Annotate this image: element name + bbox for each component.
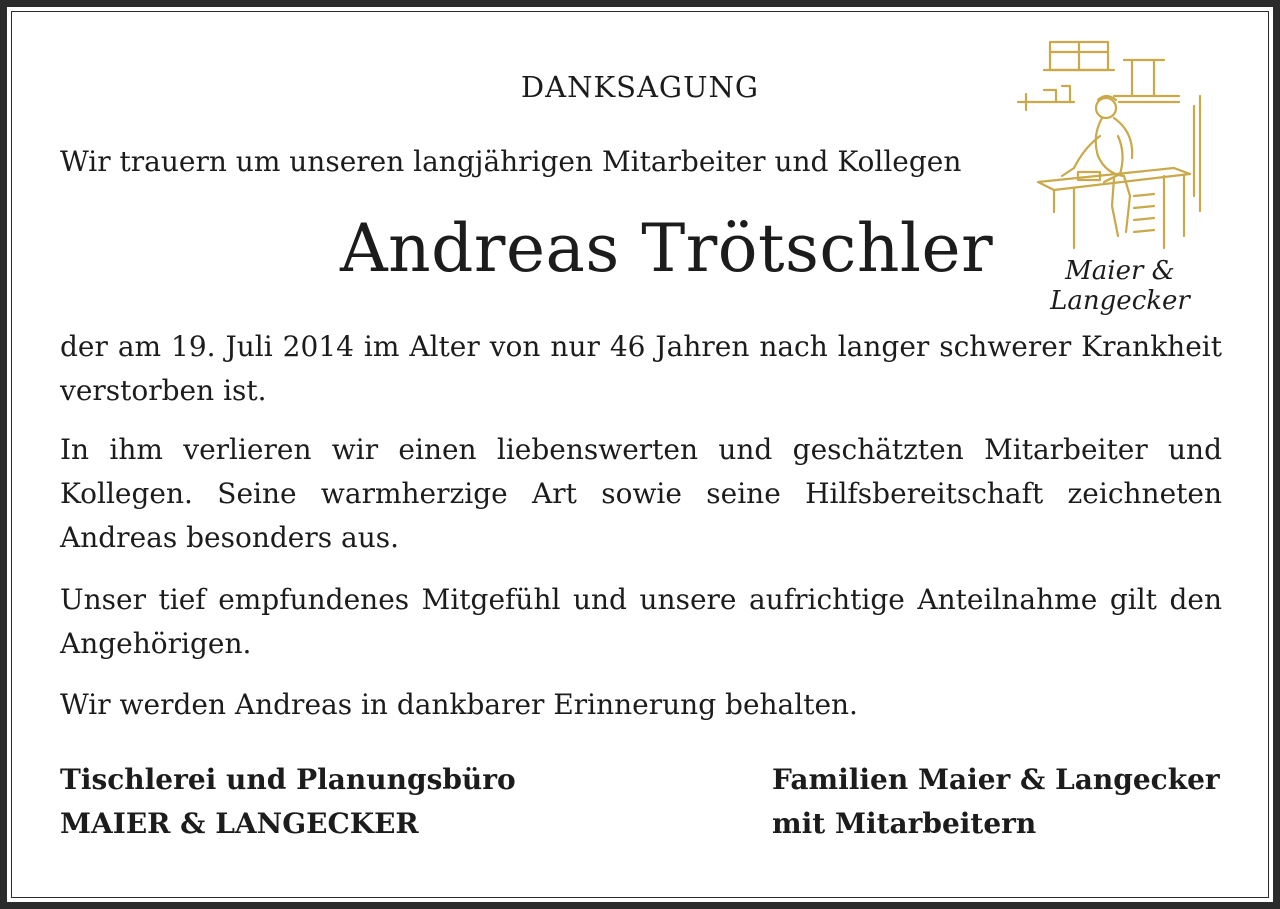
notice-heading: DANKSAGUNG xyxy=(520,70,760,104)
intro-text: Wir trauern um unseren langjährigen Mitarbeiter und Kollegen xyxy=(60,145,962,178)
deceased-name: Andreas Trötschler xyxy=(340,210,994,287)
paragraph-tribute: In ihm verlieren wir einen liebenswerten und geschätzten Mitarbeiter und Kollegen. Seine warmherzige Art sowie seine Hilfsbereitschaft zeichneten Andreas besonders aus. xyxy=(60,433,1222,554)
company-logo xyxy=(1000,36,1240,316)
signature-families xyxy=(772,758,1220,846)
signature-company xyxy=(60,758,516,846)
signature-families-line1: Familien Maier & Langecker xyxy=(772,763,1220,796)
signature-families-line2: mit Mitarbeitern xyxy=(772,807,1037,840)
carpenter-illustration-icon xyxy=(1014,36,1214,251)
signature-company-line2: MAIER & LANGECKER xyxy=(60,807,419,840)
logo-wordmark: Maier & Langecker xyxy=(1050,256,1190,316)
paragraph-condolence: Unser tief empfundenes Mitgefühl und unsere aufrichtige Anteilnahme gilt den Angehörigen. xyxy=(60,583,1222,660)
paragraph-death-info: der am 19. Juli 2014 im Alter von nur 46 Jahren nach langer schwerer Krankheit verstorben ist. xyxy=(60,330,1222,407)
paragraph-remembrance: Wir werden Andreas in dankbarer Erinnerung behalten. xyxy=(60,688,858,721)
signature-company-line1: Tischlerei und Planungsbüro xyxy=(60,763,516,796)
